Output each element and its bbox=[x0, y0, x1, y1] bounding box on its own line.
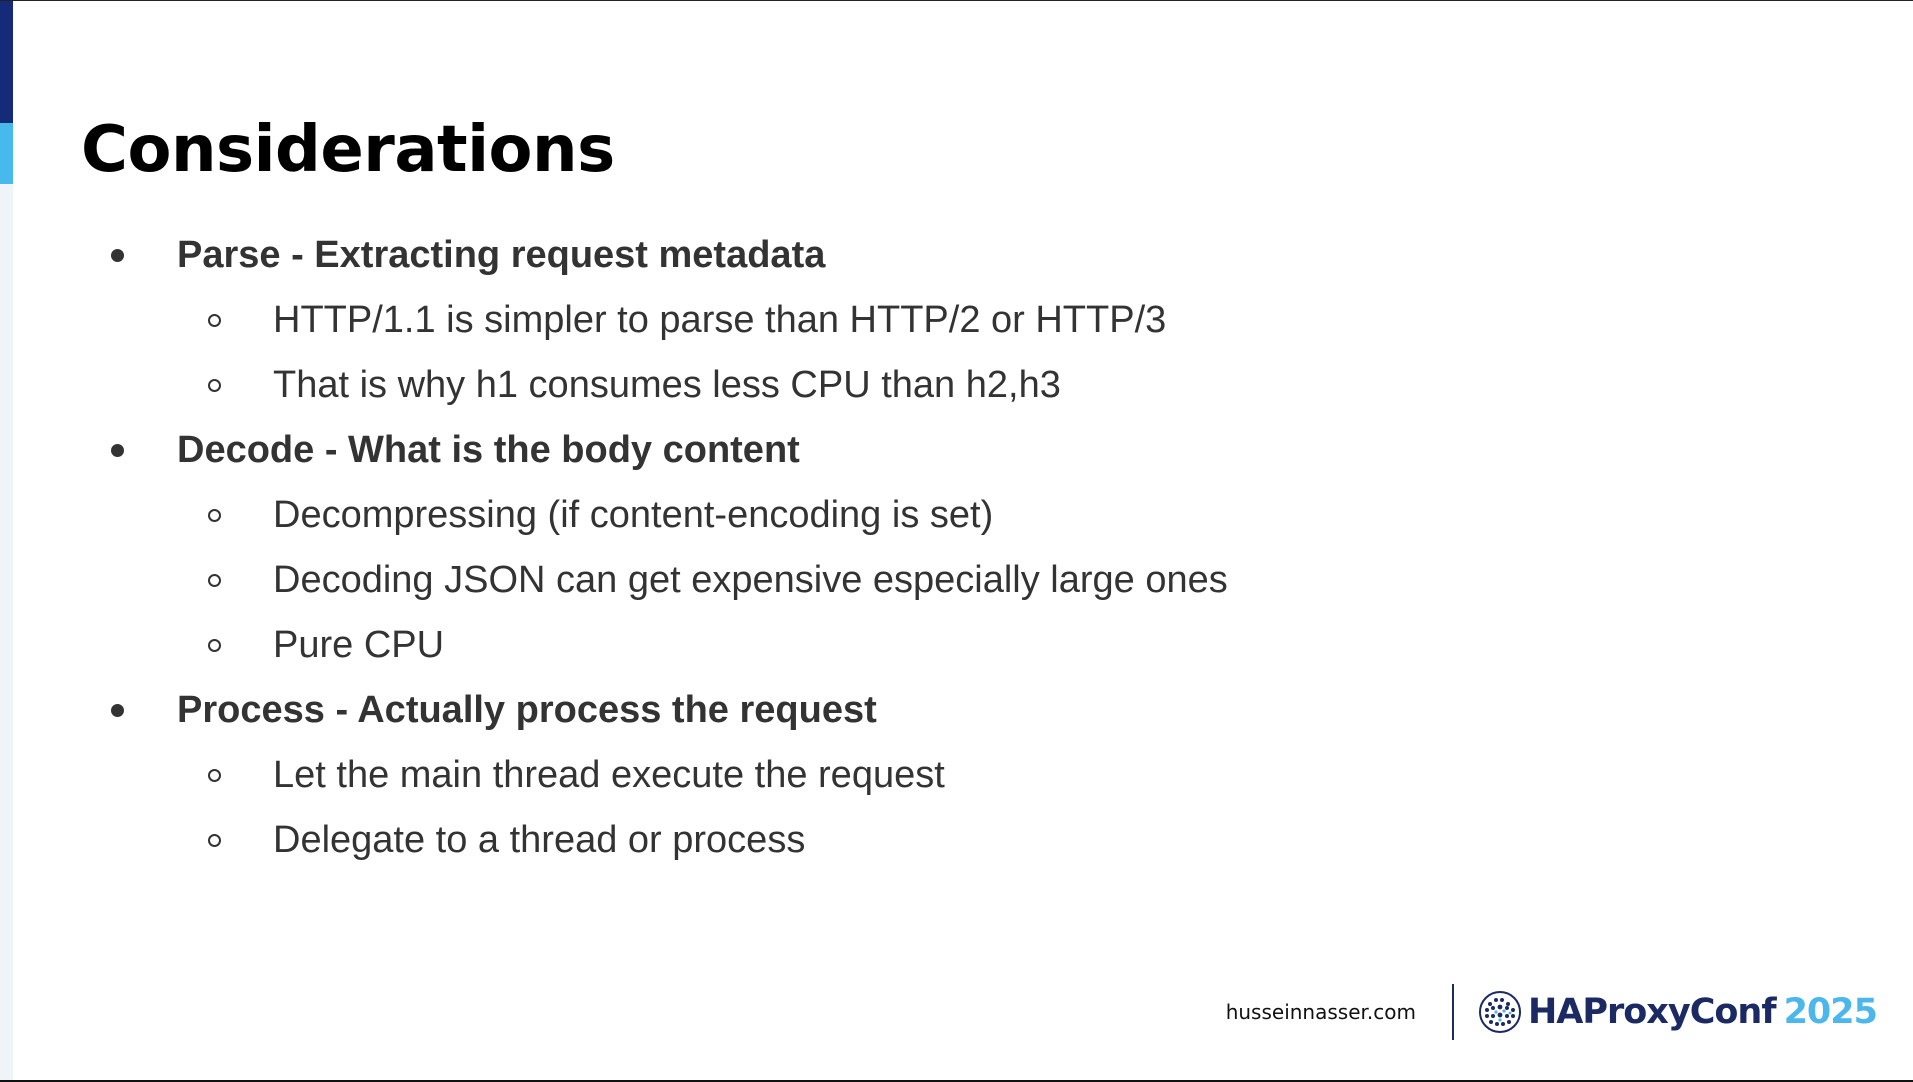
accent-bar-dark-segment bbox=[0, 1, 13, 123]
accent-bar-light-segment bbox=[0, 123, 13, 184]
logo-year-text: 2025 bbox=[1783, 992, 1877, 1032]
sub-bullet-item bbox=[0, 288, 1400, 353]
haproxy-globe-icon bbox=[1478, 990, 1522, 1034]
sub-bullet-text: Delegate to a thread or process bbox=[273, 819, 806, 861]
sub-bullet-text: Pure CPU bbox=[273, 624, 445, 666]
sub-bullet-text: HTTP/1.1 is simpler to parse than HTTP/2 or HTTP/3 bbox=[273, 299, 1167, 341]
sub-bullet-item bbox=[0, 483, 1400, 548]
footer bbox=[1226, 984, 1877, 1040]
sub-bullet-item bbox=[0, 613, 1400, 678]
footer-divider bbox=[1452, 984, 1454, 1040]
website-link[interactable]: husseinnasser.com bbox=[1225, 1000, 1416, 1024]
bullet-item bbox=[0, 223, 1400, 288]
sub-bullet-text: That is why h1 consumes less CPU than h2,h3 bbox=[273, 364, 1061, 406]
hollow-bullet-icon bbox=[203, 639, 225, 652]
filled-bullet-icon bbox=[106, 249, 128, 262]
bullet-text: Process - Actually process the request bbox=[177, 689, 877, 731]
sub-bullet-text: Decoding JSON can get expensive especially large ones bbox=[273, 559, 1228, 601]
sub-bullet-item bbox=[0, 353, 1400, 418]
filled-bullet-icon bbox=[106, 704, 128, 717]
bullet-text: Decode - What is the body content bbox=[177, 429, 800, 471]
hollow-bullet-icon bbox=[203, 314, 225, 327]
sub-bullet-item bbox=[0, 808, 1400, 873]
bullet-list bbox=[0, 223, 1400, 873]
bullet-text: Parse - Extracting request metadata bbox=[177, 234, 826, 276]
filled-bullet-icon bbox=[106, 444, 128, 457]
hollow-bullet-icon bbox=[203, 509, 225, 522]
bullet-item bbox=[0, 418, 1400, 483]
sub-bullet-text: Let the main thread execute the request bbox=[273, 754, 945, 796]
haproxyconf-logo bbox=[1478, 990, 1877, 1034]
sub-bullet-text: Decompressing (if content-encoding is set) bbox=[273, 494, 994, 536]
slide-title: Considerations bbox=[81, 113, 615, 187]
sub-bullet-item bbox=[0, 548, 1400, 613]
hollow-bullet-icon bbox=[203, 769, 225, 782]
sub-bullet-item bbox=[0, 743, 1400, 808]
logo-brand-text: HAProxyConf bbox=[1527, 992, 1776, 1032]
hollow-bullet-icon bbox=[203, 834, 225, 847]
bullet-item bbox=[0, 678, 1400, 743]
hollow-bullet-icon bbox=[203, 379, 225, 392]
hollow-bullet-icon bbox=[203, 574, 225, 587]
